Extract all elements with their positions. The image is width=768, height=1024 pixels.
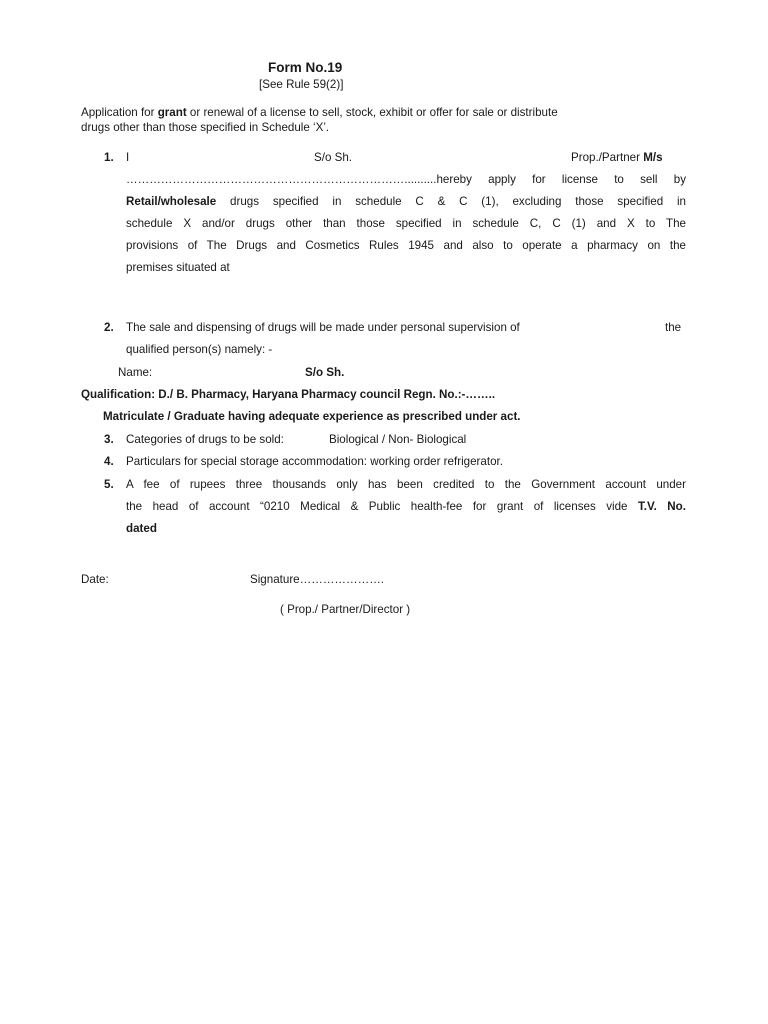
categories-label: Categories of drugs to be sold:: [126, 433, 284, 446]
item-1-line-5: provisions of The Drugs and Cosmetics Rules 1945 and also to operate a pharmacy on the: [126, 239, 686, 252]
date-label: Date:: [81, 573, 109, 586]
firm-name-blank: ………………………………………………………………..........hereby: [126, 173, 472, 186]
item-1-line-2: [126, 173, 686, 186]
intro-text: or renewal of a license to sell, stock, exhibit or offer for sale or distribute: [186, 106, 558, 119]
word: apply: [488, 173, 516, 186]
item-2-line-2: qualified person(s) namely: -: [126, 343, 273, 356]
matriculate-line: Matriculate / Graduate having adequate experience as prescribed under act.: [103, 410, 521, 423]
item-2-the: the: [665, 321, 682, 334]
firm-ms: M/s: [643, 151, 663, 164]
son-of-label: S/o Sh.: [314, 151, 353, 164]
item-number: 3.: [104, 433, 114, 446]
word: for: [532, 173, 546, 186]
name-son-of: S/o Sh.: [305, 366, 345, 379]
item-1-text: drugs specified in schedule C & C (1), excluding those specified in: [216, 195, 686, 208]
name-label: Name:: [118, 366, 153, 379]
intro-line-1: [81, 106, 558, 119]
prop-partner-text: Prop./Partner: [571, 151, 644, 164]
word: sell: [640, 173, 658, 186]
fee-dated: dated: [126, 522, 157, 535]
intro-text: Application for: [81, 106, 158, 119]
item-number: 1.: [104, 151, 114, 164]
rule-reference: [See Rule 59(2)]: [259, 78, 344, 91]
retail-wholesale: Retail/wholesale: [126, 195, 217, 208]
item-1-line-4: schedule X and/or drugs other than those specified in schedule C, C (1) and X to The: [126, 217, 686, 230]
item-number: 5.: [104, 478, 114, 491]
fee-line-2: [126, 500, 686, 513]
item-1-line-6: premises situated at: [126, 261, 230, 274]
intro-line-2: drugs other than those specified in Schedule ‘X’.: [81, 121, 330, 134]
fee-line-1: A fee of rupees three thousands only has been credited to the Government account under: [126, 478, 686, 491]
word: to: [614, 173, 624, 186]
item-number: 4.: [104, 455, 114, 468]
fee-text: the head of account “0210 Medical & Public health-fee for grant of licenses vide: [126, 500, 638, 513]
storage-line: Particulars for special storage accommodation: working order refrigerator.: [126, 455, 503, 468]
word: by: [673, 173, 686, 186]
designation: ( Prop./ Partner/Director ): [280, 603, 411, 616]
word: license: [561, 173, 598, 186]
tv-no: T.V. No.: [637, 500, 686, 513]
item-2-line-1: The sale and dispensing of drugs will be made under personal supervision of: [126, 321, 520, 334]
item-1-line-3: [126, 195, 686, 208]
categories-options: Biological / Non- Biological: [329, 433, 467, 446]
qualification-line: Qualification: D./ B. Pharmacy, Haryana Pharmacy council Regn. No.:-……..: [81, 388, 496, 401]
prop-partner-label: [571, 151, 663, 164]
applicant-i: I: [126, 151, 130, 164]
signature-line: Signature………………….: [250, 573, 385, 586]
form-title: Form No.19: [268, 60, 343, 75]
item-number: 2.: [104, 321, 114, 334]
intro-grant: grant: [157, 106, 187, 119]
